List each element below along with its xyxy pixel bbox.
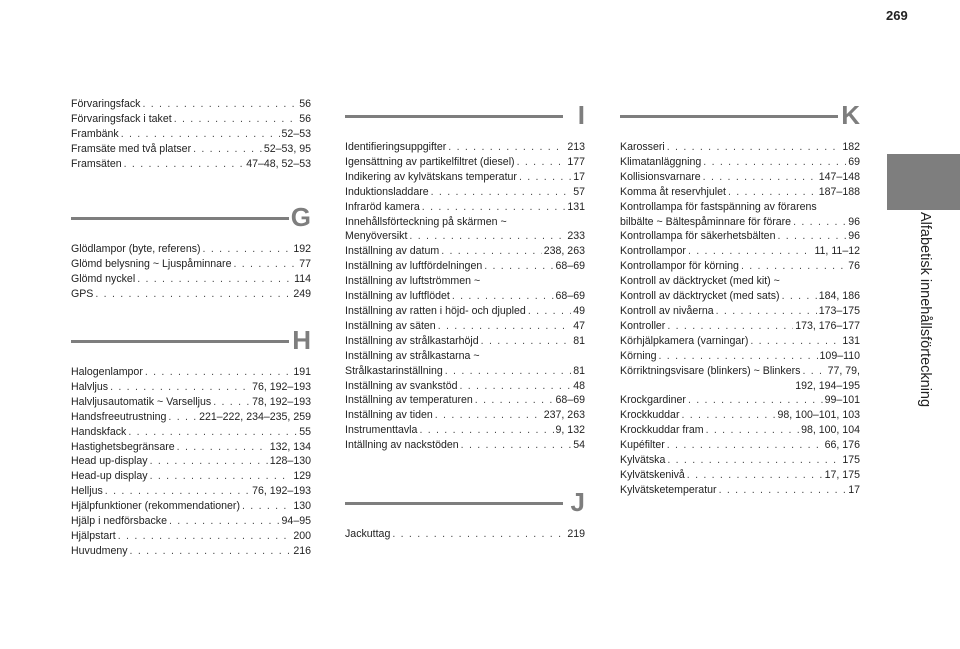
dot-leader (110, 380, 250, 395)
index-entry (620, 364, 860, 379)
entry-term: Glödlampor (byte, referens) (71, 243, 201, 255)
section-letter: J (570, 487, 585, 517)
index-entry (345, 423, 585, 438)
entry-term: Förvaringsfack (71, 98, 141, 110)
dot-leader (203, 242, 292, 257)
entry-term: Framsäten (71, 157, 122, 170)
index-entry (71, 257, 311, 272)
entry-pages: 69 (848, 155, 860, 168)
entry-term: Hjälpfunktioner (rekommendationer) (71, 500, 240, 513)
entry-term: Kupéfilter (620, 439, 665, 452)
entry-term: Krockkuddar (620, 409, 680, 422)
index-entry (345, 438, 585, 453)
entry-term: bilbälte ~ Bältespåminnare för förare (620, 215, 792, 228)
index-entry (71, 484, 311, 499)
entry-pages: 81 (573, 364, 585, 377)
dot-leader (484, 259, 553, 274)
entry-term: Jackuttag (345, 528, 391, 540)
entry-pages: 68–69 (555, 260, 585, 273)
entry-term: Kylvätska (620, 454, 666, 467)
index-entry (71, 499, 311, 514)
dot-leader (121, 127, 280, 142)
dot-leader (688, 393, 823, 408)
index-entry (620, 468, 860, 483)
section-header (71, 202, 311, 242)
index-entry (71, 242, 311, 257)
entry-pages: 237, 263 (543, 409, 585, 422)
dot-leader (168, 410, 197, 425)
dot-leader (233, 257, 297, 272)
dot-leader (105, 484, 250, 499)
index-entry (71, 157, 311, 172)
index-entry (345, 349, 585, 364)
entry-term: Klimatanläggning (620, 155, 702, 168)
dot-leader (802, 364, 825, 379)
index-entry (620, 259, 860, 274)
entry-pages: 98, 100, 104 (801, 424, 860, 437)
index-entry (345, 185, 585, 200)
entry-pages: 192 (293, 243, 311, 255)
dot-leader (703, 155, 846, 170)
index-entry (345, 289, 585, 304)
entry-term: Kylvätsketemperatur (620, 483, 717, 496)
entry-pages: 9, 132 (555, 424, 585, 437)
entry-pages: 192, 194–195 (795, 379, 860, 392)
entry-pages: 221–222, 234–235, 259 (199, 410, 311, 423)
entry-term: Krockgardiner (620, 394, 686, 407)
entry-pages: 99–101 (824, 394, 860, 407)
entry-pages: 238, 263 (543, 245, 585, 258)
entry-term: Glömd belysning ~ Ljuspåminnare (71, 257, 232, 270)
index-entry (620, 408, 860, 423)
index-entry (71, 272, 311, 287)
dot-leader (431, 185, 572, 200)
dot-leader (392, 527, 565, 542)
entry-pages: 184, 186 (818, 290, 860, 303)
index-entry (71, 410, 311, 425)
entry-term: Inställning av temperaturen (345, 394, 473, 407)
index-section-k (620, 100, 860, 498)
dot-leader (145, 365, 291, 380)
dot-leader (687, 468, 823, 483)
index-entry (345, 244, 585, 259)
section-divider (345, 502, 563, 505)
entry-pages: 173, 176–177 (795, 319, 860, 332)
chapter-side-label (887, 212, 960, 522)
entry-pages: 131 (842, 334, 860, 347)
entry-term: Körhjälpkamera (varningar) (620, 334, 749, 347)
entry-pages: 77 (299, 257, 311, 270)
entry-pages: 200 (293, 529, 311, 542)
entry-pages: 47–48, 52–53 (246, 157, 311, 170)
entry-term: Infraröd kamera (345, 200, 420, 213)
entry-term: Körriktningsvisare (blinkers) ~ Blinkers (620, 364, 801, 377)
entry-term: Intällning av nackstöden (345, 439, 459, 452)
dot-leader (242, 499, 291, 514)
entry-term: GPS (71, 287, 94, 300)
entry-term: Inställning av tiden (345, 409, 433, 422)
index-entry (620, 289, 860, 304)
index-entry (345, 155, 585, 170)
index-entry (71, 514, 311, 529)
dot-leader (150, 469, 292, 484)
index-entry (620, 438, 860, 453)
entry-pages: 131 (567, 200, 585, 213)
entry-term: Kontroll av nivåerna (620, 304, 714, 317)
section-header (345, 100, 585, 140)
entry-list (71, 365, 311, 559)
entry-term: Menyöversikt (345, 230, 408, 243)
dot-leader (667, 140, 841, 155)
entry-pages: 109–110 (819, 349, 860, 362)
dot-leader (461, 438, 572, 453)
dot-leader (528, 304, 571, 319)
index-entry (620, 140, 860, 155)
dot-leader (481, 334, 572, 349)
section-letter: I (577, 100, 585, 130)
dot-leader (475, 393, 554, 408)
dot-leader (667, 453, 840, 468)
entry-pages: 132, 134 (269, 440, 311, 453)
entry-pages: 175 (842, 454, 860, 467)
dot-leader (441, 244, 542, 259)
entry-term: Identifieringsuppgifter (345, 141, 447, 153)
index-entry (71, 469, 311, 484)
index-entry (345, 379, 585, 394)
entry-term: Körning (620, 349, 657, 362)
index-entry (620, 200, 860, 215)
dot-leader (409, 229, 565, 244)
entry-pages: 11, 11–12 (814, 245, 860, 258)
entry-pages: 96 (848, 215, 860, 228)
chapter-title: Alfabetisk innehållsförteckning (916, 212, 933, 408)
entry-term: Head-up display (71, 470, 148, 483)
dot-leader (782, 289, 817, 304)
dot-leader (174, 112, 298, 127)
entry-term: Förvaringsfack i taket (71, 112, 172, 125)
dot-leader (667, 319, 793, 334)
entry-term: Strålkastarinställning (345, 364, 443, 377)
entry-pages: 55 (299, 425, 311, 438)
entry-term: Induktionsladdare (345, 185, 429, 198)
index-section-start (71, 97, 311, 172)
entry-term: Inställning av strålkastarna ~ (345, 349, 480, 362)
dot-leader (459, 379, 571, 394)
entry-pages: 76, 192–193 (252, 380, 311, 393)
index-entry (71, 365, 311, 380)
dot-leader (137, 272, 292, 287)
index-entry (620, 274, 860, 289)
index-entry (345, 364, 585, 379)
dot-leader (703, 170, 817, 185)
entry-list (71, 242, 311, 302)
dot-leader (128, 425, 297, 440)
section-letter: G (290, 202, 311, 232)
index-entry (345, 229, 585, 244)
entry-list (345, 140, 585, 453)
index-entry (620, 244, 860, 259)
entry-pages: 17, 175 (824, 468, 860, 481)
page-number: 269 (886, 8, 908, 23)
index-entry (71, 127, 311, 142)
entry-term: Halogenlampor (71, 366, 143, 378)
index-entry (71, 142, 311, 157)
index-entry (620, 334, 860, 349)
entry-term: Inställning av luftfördelningen (345, 260, 483, 273)
entry-list (71, 97, 311, 172)
entry-term: Kontroller (620, 319, 666, 332)
index-entry (345, 200, 585, 215)
index-entry (71, 97, 311, 112)
entry-pages: 54 (573, 439, 585, 452)
index-entry (345, 259, 585, 274)
entry-pages: 130 (293, 500, 311, 513)
entry-term: Huvudmeny (71, 544, 128, 557)
section-header (345, 487, 585, 527)
entry-pages: 233 (567, 230, 585, 243)
section-letter: K (841, 100, 860, 130)
index-entry (71, 395, 311, 410)
index-entry (620, 453, 860, 468)
dot-leader (130, 544, 292, 559)
dot-leader (142, 97, 297, 112)
entry-pages: 68–69 (555, 290, 585, 303)
entry-pages: 182 (842, 141, 860, 153)
index-entry (620, 483, 860, 498)
section-header (620, 100, 860, 140)
dot-leader (118, 529, 292, 544)
entry-term: Inställning av säten (345, 319, 436, 332)
entry-pages: 216 (293, 544, 311, 557)
section-header (71, 325, 311, 365)
dot-leader (435, 408, 542, 423)
section-divider (345, 115, 563, 118)
dot-leader (793, 215, 846, 230)
entry-pages: 128–130 (269, 455, 311, 468)
entry-list (620, 140, 860, 498)
dot-leader (193, 142, 262, 157)
entry-pages: 76 (848, 260, 860, 273)
entry-term: Hastighetsbegränsare (71, 440, 175, 453)
index-entry (345, 140, 585, 155)
entry-pages: 173–175 (818, 304, 860, 317)
entry-term: Kollisionsvarnare (620, 170, 701, 183)
dot-leader (438, 319, 572, 334)
entry-term: Igensättning av partikelfiltret (diesel) (345, 155, 515, 168)
entry-term: Handsfreeutrustning (71, 410, 167, 423)
dot-leader (706, 423, 799, 438)
entry-pages: 52–53 (281, 127, 311, 140)
index-entry (345, 170, 585, 185)
entry-term: Hjälpstart (71, 529, 116, 542)
entry-pages: 191 (293, 366, 311, 378)
index-section-g (71, 202, 311, 302)
entry-term: Kontrollampa för fastspänning av förarens (620, 200, 817, 213)
entry-term: Instrumenttavla (345, 424, 418, 437)
entry-term: Kontroll av däcktrycket (med sats) (620, 290, 780, 303)
index-entry (345, 215, 585, 230)
dot-leader (445, 364, 571, 379)
entry-term: Framsäte med två platser (71, 142, 192, 155)
index-entry (71, 440, 311, 455)
entry-pages: 56 (299, 98, 311, 110)
section-divider (71, 340, 289, 343)
entry-term: Inställning av datum (345, 245, 440, 258)
entry-term: Karosseri (620, 141, 665, 153)
entry-pages: 114 (294, 272, 311, 285)
index-section-j (345, 487, 585, 542)
index-entry (620, 349, 860, 364)
entry-term: Kylvätskenivå (620, 468, 685, 481)
entry-pages: 49 (573, 304, 585, 317)
dot-leader (150, 454, 268, 469)
index-entry (71, 529, 311, 544)
index-entry (620, 185, 860, 200)
entry-term: Handskfack (71, 425, 127, 438)
dot-leader (177, 440, 268, 455)
entry-term: Halvljus (71, 380, 109, 393)
dot-leader (213, 395, 250, 410)
dot-leader (716, 304, 817, 319)
section-letter: H (292, 325, 311, 355)
entry-pages: 68–69 (555, 394, 585, 407)
entry-term: Halvljusautomatik ~ Varselljus (71, 395, 212, 408)
dot-leader (517, 155, 566, 170)
dot-leader (667, 438, 823, 453)
index-entry (620, 155, 860, 170)
entry-pages: 47 (573, 319, 585, 332)
index-entry (71, 544, 311, 559)
entry-pages: 219 (567, 528, 585, 540)
entry-term: Inställning av luftströmmen ~ (345, 275, 481, 288)
dot-leader (777, 229, 846, 244)
dot-leader (448, 140, 565, 155)
dot-leader (452, 289, 554, 304)
entry-term: Kontrollampa för säkerhetsbälten (620, 230, 776, 243)
index-entry (71, 454, 311, 469)
entry-pages: 187–188 (818, 185, 860, 198)
chapter-tab (887, 154, 960, 210)
dot-leader (95, 287, 291, 302)
entry-pages: 94–95 (281, 515, 311, 528)
dot-leader (169, 514, 280, 529)
index-entry (71, 380, 311, 395)
index-section-h (71, 325, 311, 559)
index-entry (620, 229, 860, 244)
entry-pages: 48 (573, 379, 585, 392)
entry-term: Komma åt reservhjulet (620, 185, 726, 198)
entry-pages: 56 (299, 112, 311, 125)
entry-pages: 66, 176 (824, 439, 860, 452)
entry-pages: 129 (293, 470, 311, 483)
section-divider (71, 217, 289, 220)
entry-term: Krockkuddar fram (620, 424, 704, 437)
dot-leader (519, 170, 571, 185)
index-entry (345, 319, 585, 334)
index-entry (620, 170, 860, 185)
entry-pages: 17 (573, 170, 585, 183)
entry-pages: 77, 79, (827, 364, 860, 377)
entry-term: Inställning av luftflödet (345, 290, 450, 303)
dot-leader (719, 483, 847, 498)
entry-pages: 81 (573, 334, 585, 347)
entry-term: Inställning av ratten i höjd- och djupled (345, 304, 526, 317)
index-entry (620, 379, 860, 394)
entry-term: Kontrollampor för körning (620, 260, 739, 273)
entry-term: Indikering av kylvätskans temperatur (345, 170, 517, 183)
index-entry (620, 319, 860, 334)
entry-term: Helljus (71, 485, 103, 498)
index-entry (345, 304, 585, 319)
section-divider (620, 115, 838, 118)
index-entry (620, 215, 860, 230)
dot-leader (688, 244, 812, 259)
dot-leader (741, 259, 846, 274)
index-entry (71, 287, 311, 302)
entry-term: Hjälp i nedförsbacke (71, 515, 167, 528)
dot-leader (750, 334, 840, 349)
entry-pages: 213 (567, 141, 585, 153)
dot-leader (728, 185, 817, 200)
index-entry (345, 527, 585, 542)
dot-leader (419, 423, 553, 438)
dot-leader (422, 200, 566, 215)
entry-pages: 78, 192–193 (252, 395, 311, 408)
entry-pages: 98, 100–101, 103 (777, 409, 860, 422)
entry-pages: 147–148 (818, 170, 860, 183)
entry-pages: 177 (567, 155, 585, 168)
entry-pages: 52–53, 95 (263, 142, 311, 155)
entry-term: Inställning av strålkastarhöjd (345, 334, 479, 347)
index-entry (345, 393, 585, 408)
entry-term: Frambänk (71, 127, 119, 140)
entry-list (345, 527, 585, 542)
entry-term: Head up-display (71, 455, 148, 468)
entry-pages: 249 (293, 287, 311, 300)
index-entry (345, 408, 585, 423)
entry-term: Innehållsförteckning på skärmen ~ (345, 215, 507, 228)
index-entry (345, 274, 585, 289)
dot-leader (659, 349, 818, 364)
dot-leader (124, 157, 245, 172)
index-entry (620, 304, 860, 319)
entry-pages: 96 (848, 230, 860, 243)
dot-leader (681, 408, 775, 423)
entry-pages: 76, 192–193 (252, 485, 311, 498)
entry-term: Inställning av svankstöd (345, 379, 458, 392)
index-entry (620, 423, 860, 438)
entry-term: Kontroll av däcktrycket (med kit) ~ (620, 275, 780, 288)
index-entry (71, 425, 311, 440)
index-entry (71, 112, 311, 127)
index-section-i (345, 100, 585, 453)
entry-term: Glömd nyckel (71, 272, 136, 285)
index-entry (620, 393, 860, 408)
entry-pages: 17 (848, 483, 860, 496)
entry-term: Kontrollampor (620, 245, 686, 258)
index-entry (345, 334, 585, 349)
entry-pages: 57 (573, 185, 585, 198)
